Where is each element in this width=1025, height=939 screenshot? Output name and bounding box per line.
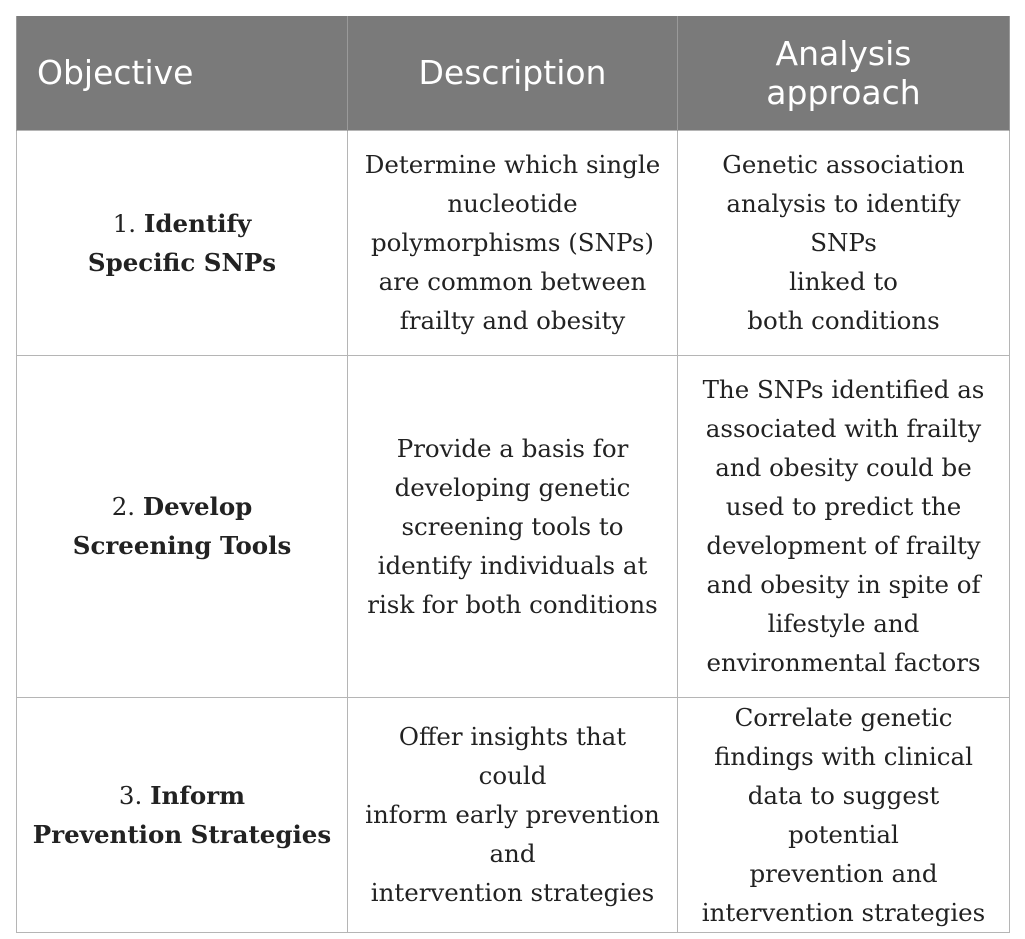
header-analysis-approach: Analysis approach	[678, 16, 1010, 130]
objective-name: Develop Screening Tools	[72, 492, 292, 560]
analysis-text: Genetic association analysis to identify SNPs linked to both conditions	[722, 150, 965, 335]
analysis-cell	[678, 130, 1010, 355]
table-row	[17, 697, 1010, 932]
analysis-cell	[678, 697, 1010, 932]
header-description: Description	[348, 16, 678, 130]
analysis-text: The SNPs identified as associated with frailty and obesity could be used to predict the development of frailty and obesity in spite of lifestyle and environmental factors	[702, 375, 985, 677]
table-row	[17, 130, 1010, 355]
table-row	[17, 355, 1010, 697]
objective-name: Identify Specific SNPs	[87, 208, 277, 277]
analysis-cell	[678, 355, 1010, 697]
objective-cell	[17, 697, 348, 932]
objective-number: 3.	[118, 780, 143, 810]
description-text: Provide a basis for developing genetic screening tools to identify individuals at risk for both conditions	[367, 433, 658, 619]
table-body	[17, 130, 1010, 932]
description-cell	[348, 697, 678, 932]
objectives-table	[16, 16, 1010, 933]
header-row	[17, 16, 1010, 130]
objective-number: 2.	[111, 492, 136, 521]
description-cell	[348, 355, 678, 697]
objective-number: 1.	[112, 208, 137, 238]
objective-cell	[17, 355, 348, 697]
objectives-table-container	[16, 16, 1009, 933]
description-text: Determine which single nucleotide polymorphisms (SNPs) are common between frailty and obesity	[364, 150, 661, 335]
objective-name: Inform Prevention Strategies	[32, 780, 332, 849]
table-header	[17, 16, 1010, 130]
description-text: Offer insights that could inform early prevention and intervention strategies	[365, 722, 660, 907]
header-objective: Objective	[17, 16, 348, 130]
objective-cell	[17, 130, 348, 355]
analysis-text: Correlate genetic findings with clinical data to suggest potential prevention and intervention strategies	[701, 702, 986, 927]
description-cell	[348, 130, 678, 355]
